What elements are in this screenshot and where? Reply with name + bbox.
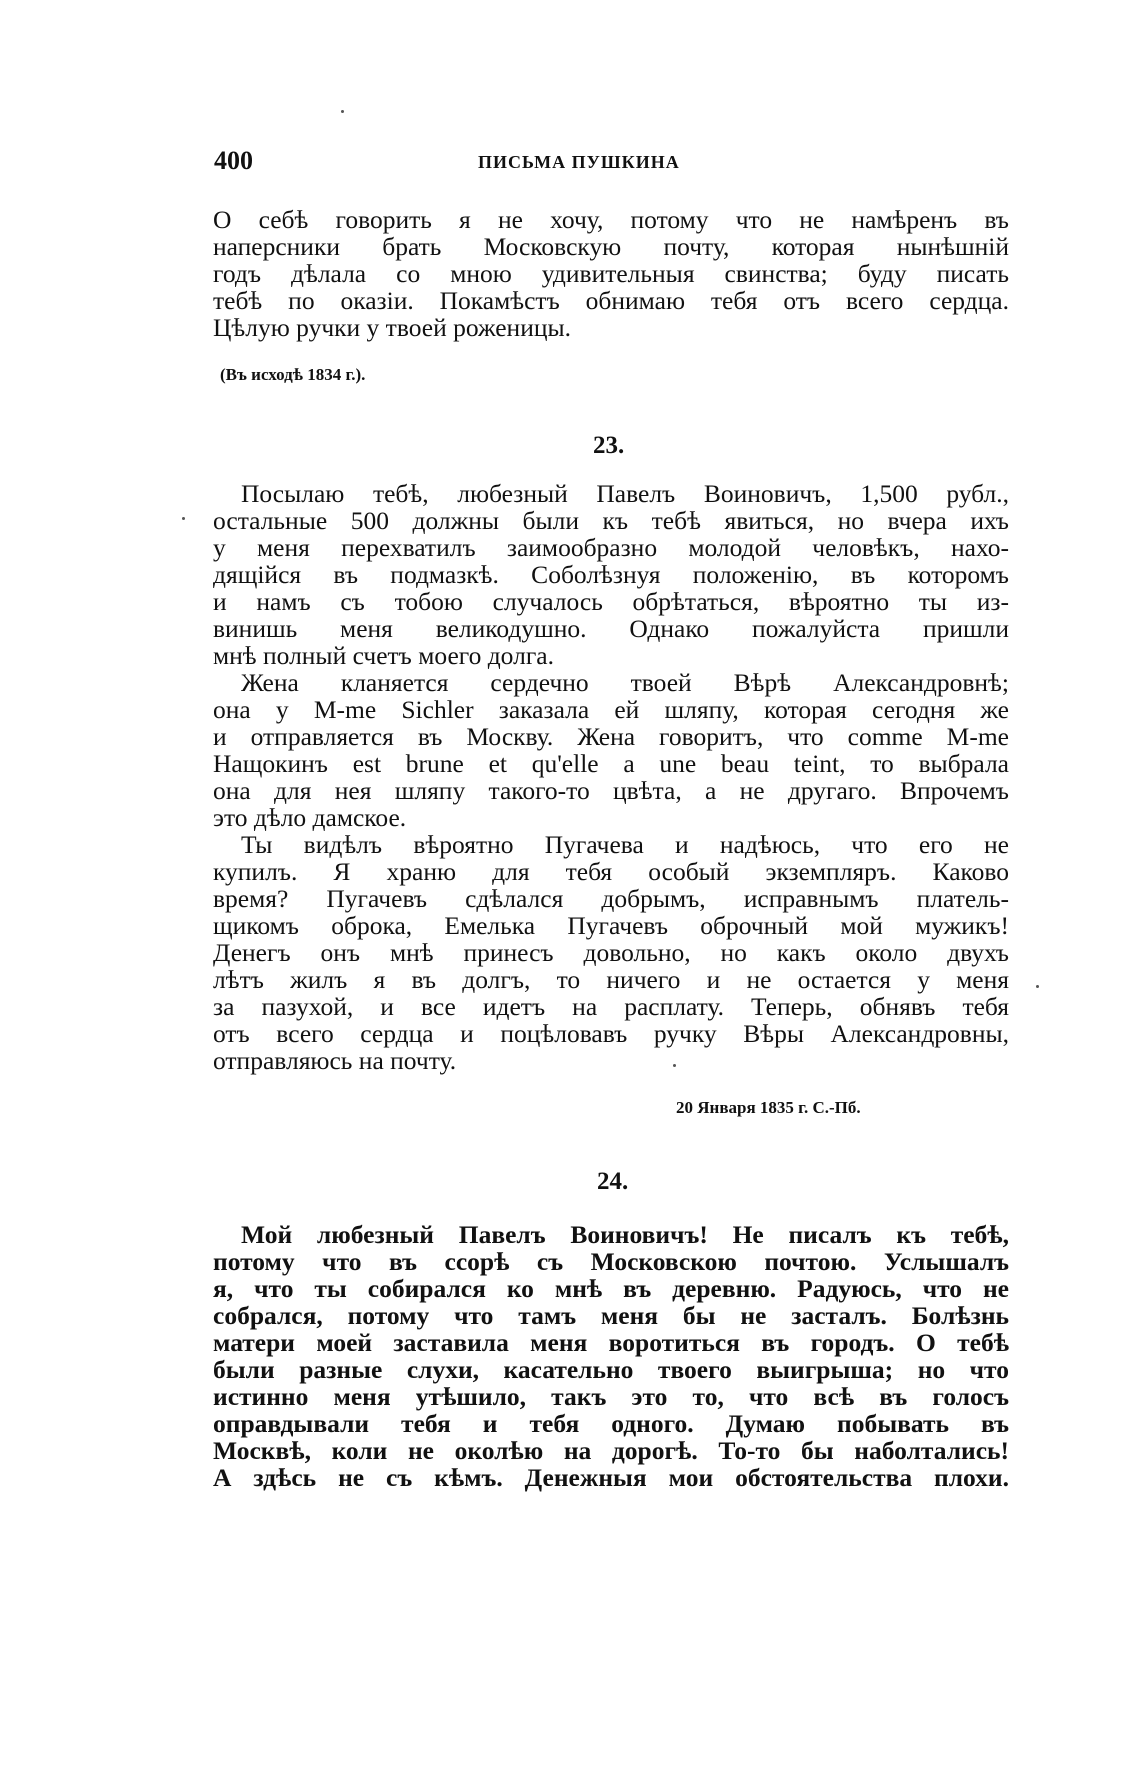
letter-23-dateline: 20 Января 1835 г. С.-Пб. <box>676 1098 861 1117</box>
text-line: и намъ съ тобою случалось обрѣтаться, вѣроятно ты из- <box>213 587 1009 616</box>
text-line: у меня перехватилъ заимообразно молодой человѣкъ, нахо- <box>213 533 1009 562</box>
text-line: собрался, потому что тамъ меня бы не засталъ. Болѣзнь <box>213 1301 1009 1330</box>
running-head <box>214 146 1014 176</box>
text-line: и отправляется въ Москву. Жена говоритъ, что comme M-me <box>213 722 1009 751</box>
text-line: годъ дѣлала со мною удивительныя свинства; буду писать <box>213 259 1009 288</box>
text-line: это дѣло дамское. <box>213 803 407 832</box>
text-line: матери моей заставила меня воротиться въ городъ. О тебѣ <box>213 1328 1009 1357</box>
running-title: ПИСЬМА ПУШКИНА <box>478 152 680 172</box>
text-line: остальные 500 должны были къ тебѣ явиться, но вчера ихъ <box>213 506 1009 535</box>
text-line: отправляюсь на почту. <box>213 1046 457 1075</box>
text-line: Цѣлую ручки у твоей роженицы. <box>213 313 572 342</box>
print-speck <box>673 1064 676 1067</box>
text-line: тебѣ по оказіи. Покамѣстъ обнимаю тебя отъ всего сердца. <box>213 286 1009 315</box>
text-line: Мой любезный Павелъ Воиновичъ! Не писалъ къ тебѣ, <box>241 1220 1009 1249</box>
print-speck <box>341 110 344 113</box>
text-line: мнѣ полный счетъ моего долга. <box>213 641 554 670</box>
letter-24-body <box>213 1221 1009 1491</box>
text-line: истинно меня утѣшило, такъ это то, что всѣ въ голосъ <box>213 1382 1009 1411</box>
text-line: были разные слухи, касательно твоего выигрыша; но что <box>213 1355 1009 1384</box>
text-line: купилъ. Я храню для тебя особый экземпляръ. Каково <box>213 857 1009 886</box>
text-line: наперсники брать Московскую почту, которая нынѣшній <box>213 232 1009 261</box>
letter-22-dateline: (Въ исходѣ 1834 г.). <box>220 365 366 384</box>
text-line: винишь меня великодушно. Однако пожалуйста пришли <box>213 614 1009 643</box>
text-line: отъ всего сердца и поцѣловавъ ручку Вѣры Александровны, <box>213 1019 1009 1048</box>
text-line: А здѣсь не съ кѣмъ. Денежныя мои обстоятельства плохи. <box>213 1463 1009 1492</box>
text-line: она у M-me Sichler заказала ей шляпу, которая сегодня же <box>213 695 1009 724</box>
text-line: О себѣ говорить я не хочу, потому что не намѣренъ въ <box>213 205 1009 234</box>
print-speck <box>182 517 185 520</box>
text-line: Ты видѣлъ вѣроятно Пугачева и надѣюсь, что его не <box>241 830 1009 859</box>
text-line: за пазухой, и все идетъ на расплату. Теперь, обнявъ тебя <box>213 992 1009 1021</box>
text-line: Нащокинъ est brune et qu'elle a une beau teint, то выбрала <box>213 749 1009 778</box>
text-line: Жена кланяется сердечно твоей Вѣрѣ Александровнѣ; <box>241 668 1009 697</box>
text-line: я, что ты собирался ко мнѣ въ деревню. Радуюсь, что не <box>213 1274 1009 1303</box>
print-speck <box>1036 985 1039 988</box>
letter-23-number: 23. <box>593 432 625 459</box>
letter-24-number: 24. <box>597 1168 629 1195</box>
page-number: 400 <box>214 146 253 175</box>
text-line: Денегъ онъ мнѣ принесъ довольно, но какъ около двухъ <box>213 938 1009 967</box>
text-line: Посылаю тебѣ, любезный Павелъ Воиновичъ, 1,500 рубл., <box>241 479 1009 508</box>
text-line: Москвѣ, коли не околѣю на дорогѣ. То-то бы наболтались! <box>213 1436 1009 1465</box>
text-line: щикомъ оброка, Емелька Пугачевъ оброчный мой мужикъ! <box>213 911 1009 940</box>
text-line: время? Пугачевъ сдѣлался добрымъ, исправнымъ платель- <box>213 884 1009 913</box>
letter-23-body <box>213 480 1009 1074</box>
text-line: лѣтъ жилъ я въ долгъ, то ничего и не остается у меня <box>213 965 1009 994</box>
letter-22-ending <box>213 206 1009 341</box>
text-line: оправдывали тебя и тебя одного. Думаю побывать въ <box>213 1409 1009 1438</box>
text-line: потому что въ ссорѣ съ Московскою почтою. Услышалъ <box>213 1247 1009 1276</box>
text-line: она для нея шляпу такого-то цвѣта, а не другаго. Впрочемъ <box>213 776 1009 805</box>
text-line: дящійся въ подмазкѣ. Соболѣзнуя положенію, въ которомъ <box>213 560 1009 589</box>
